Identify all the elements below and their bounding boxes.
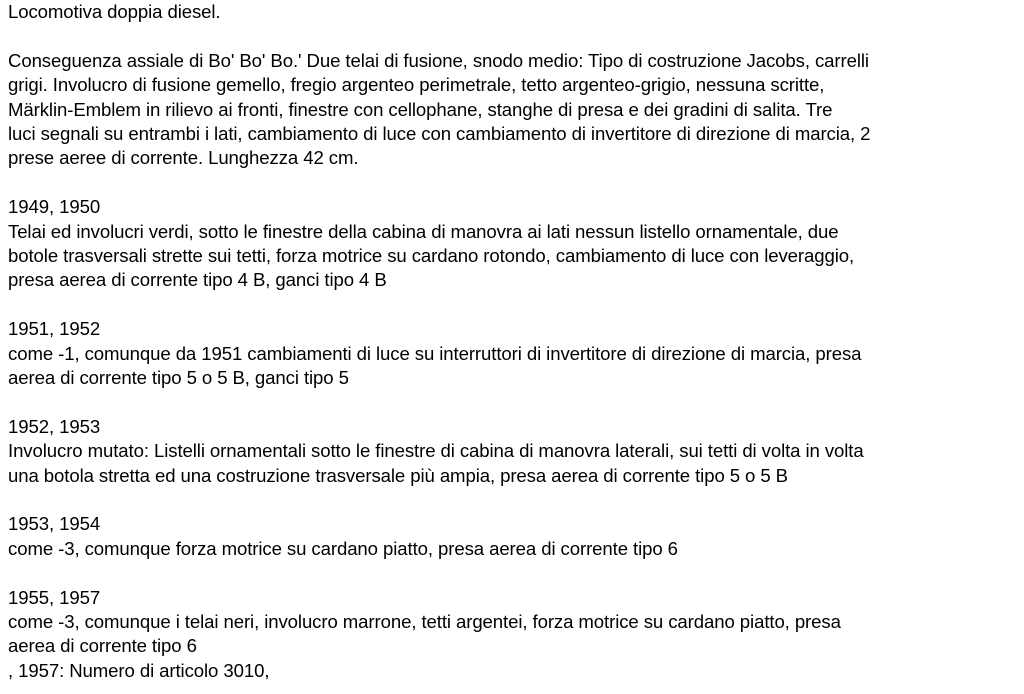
section-years: 1952, 1953 (8, 415, 101, 437)
text-line: luci segnali su entrambi i lati, cambiamento di luce con cambiamento di invertitore di direzione di marcia, 2 (8, 123, 871, 145)
section-1949 (8, 195, 1018, 293)
section-1951 (8, 317, 1018, 390)
text-line: botole trasversali strette sui tetti, forza motrice su cardano rotondo, cambiamento di luce con leveraggio, (8, 245, 855, 267)
text-line: aerea di corrente tipo 5 o 5 B, ganci tipo 5 (8, 367, 349, 389)
section-1952 (8, 415, 1018, 488)
text-line: Märklin-Emblem in rilievo ai fronti, finestre con cellophane, stanghe di presa e dei gradini di salita. Tre (8, 98, 833, 120)
text-line: Involucro mutato: Listelli ornamentali sotto le finestre di cabina di manovra laterali, sui tetti di volta in volta (8, 440, 864, 462)
text-line: Conseguenza assiale di Bo' Bo' Bo.' Due telai di fusione, snodo medio: Tipo di costruzione Jacobs, carrelli (8, 49, 869, 71)
text-line: presa aerea di corrente tipo 4 B, ganci tipo 4 B (8, 269, 387, 291)
document-title (8, 0, 1018, 24)
text-line: grigi. Involucro di fusione gemello, fregio argenteo perimetrale, tetto argenteo-grigio, nessuna scritte, (8, 74, 825, 96)
paragraph-gap (8, 24, 1018, 48)
text-line: come -3, comunque i telai neri, involucro marrone, tetti argentei, forza motrice su cardano piatto, presa (8, 611, 841, 633)
text-line: , 1957: Numero di articolo 3010, (8, 659, 270, 681)
text-line: prese aeree di corrente. Lunghezza 42 cm. (8, 147, 359, 169)
text-line: come -1, comunque da 1951 cambiamenti di luce su interruttori di invertitore di direzione di marcia, presa (8, 342, 862, 364)
section-years: 1949, 1950 (8, 196, 101, 218)
title-line: Locomotiva doppia diesel. (8, 1, 221, 22)
paragraph-gap (8, 171, 1018, 195)
intro-paragraph (8, 49, 1018, 171)
section-years: 1955, 1957 (8, 586, 101, 608)
text-line: aerea di corrente tipo 6 (8, 635, 197, 657)
paragraph-gap (8, 561, 1018, 585)
text-line: come -3, comunque forza motrice su cardano piatto, presa aerea di corrente tipo 6 (8, 537, 678, 559)
document-page (8, 0, 1018, 683)
text-line: Telai ed involucri verdi, sotto le finestre della cabina di manovra ai lati nessun listello ornamentale, due (8, 220, 839, 242)
section-1955 (8, 586, 1018, 684)
paragraph-gap (8, 293, 1018, 317)
paragraph-gap (8, 390, 1018, 414)
text-line: una botola stretta ed una costruzione trasversale più ampia, presa aerea di corrente tipo 5 o 5 B (8, 464, 788, 486)
paragraph-gap (8, 488, 1018, 512)
section-years: 1951, 1952 (8, 318, 101, 340)
section-1953 (8, 512, 1018, 561)
section-years: 1953, 1954 (8, 513, 101, 535)
